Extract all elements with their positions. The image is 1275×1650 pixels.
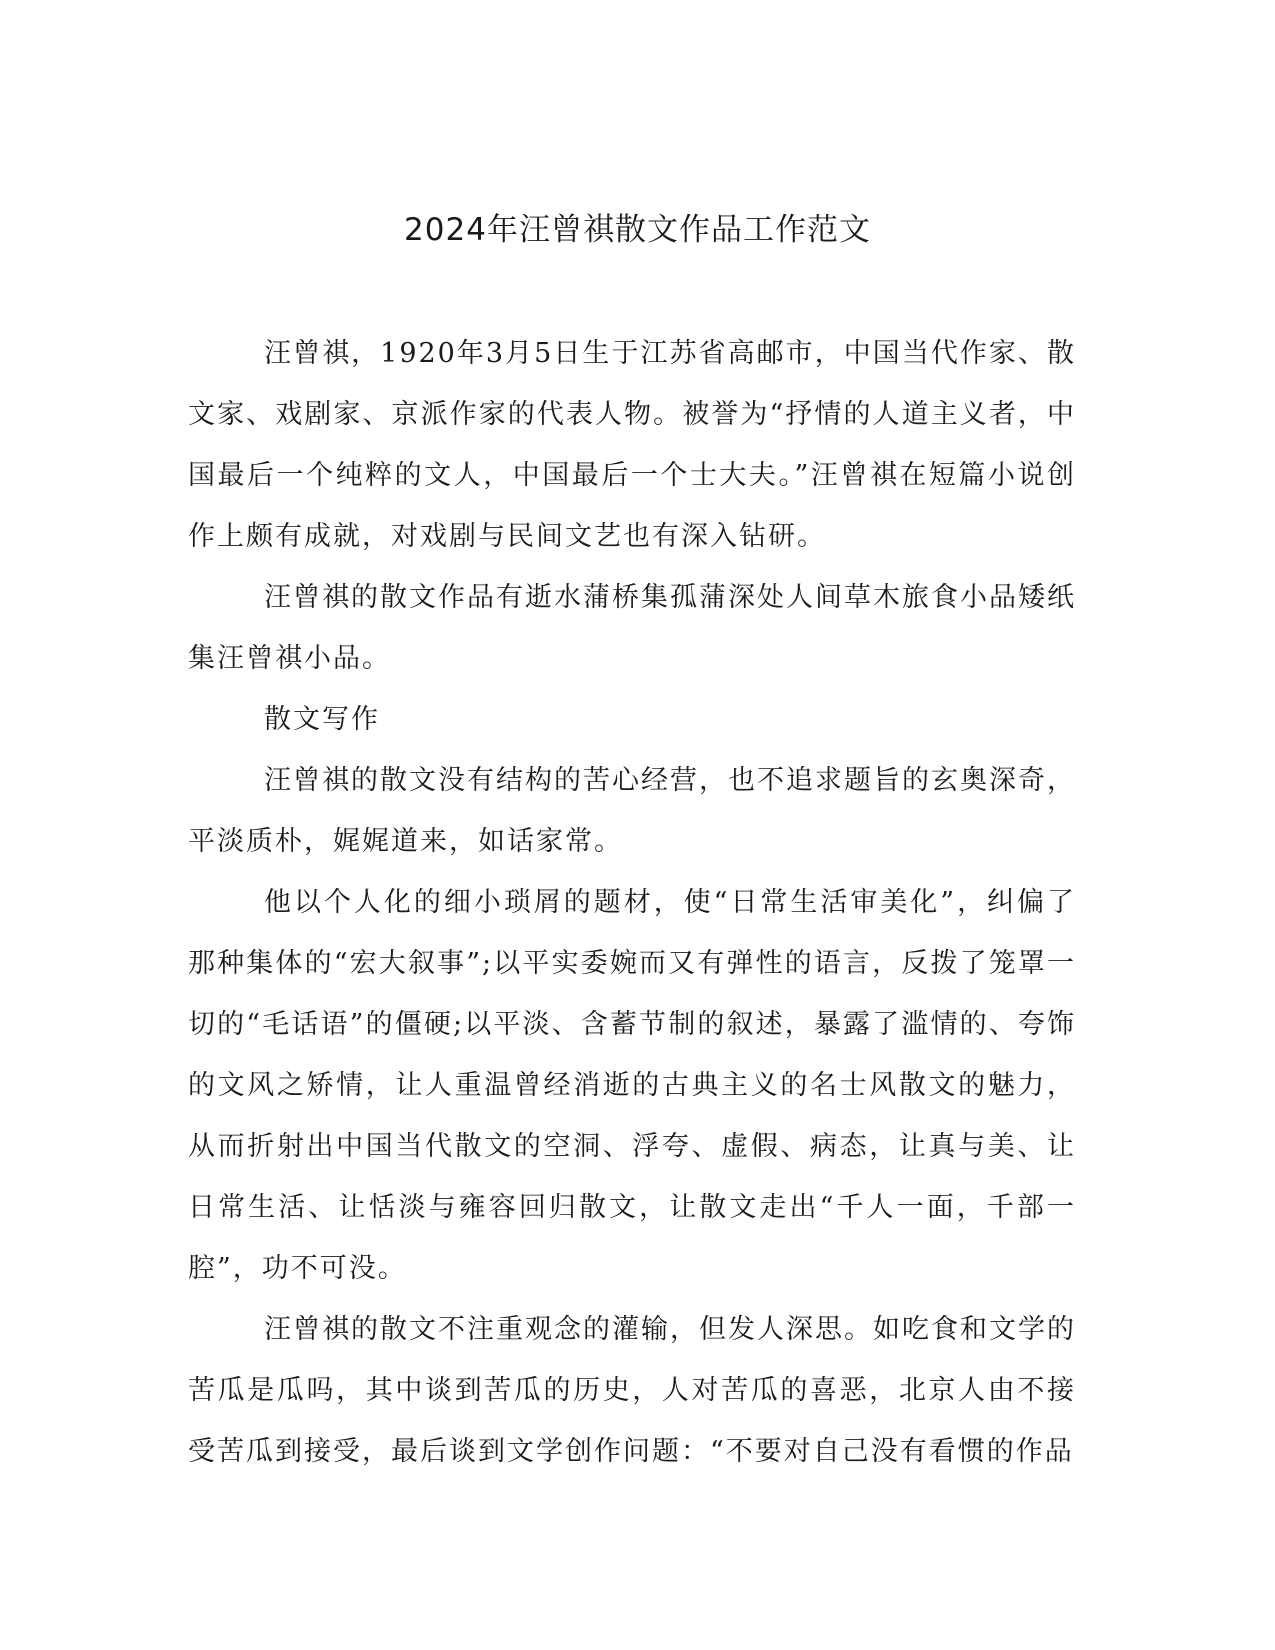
document-title: 2024年汪曾祺散文作品工作范文 (404, 212, 871, 248)
paragraph-style: 汪曾祺的散文没有结构的苦心经营，也不追求题旨的玄奥深奇，平淡质朴，娓娓道来，如话家常。 (188, 765, 1076, 857)
document-body (188, 323, 1076, 1482)
paragraph-intro: 汪曾祺，1920年3月5日生于江苏省高邮市，中国当代作家、散文家、戏剧家、京派作家的代表人物。被誉为“抒情的人道主义者，中国最后一个纯粹的文人，中国最后一个士大夫。”汪曾祺在短篇小说创作上颇有成就，对戏剧与民间文艺也有深入钻研。 (188, 338, 1076, 552)
paragraph-bitter-melon: 汪曾祺的散文不注重观念的灌输，但发人深思。如吃食和文学的苦瓜是瓜吗，其中谈到苦瓜的历史，人对苦瓜的喜恶，北京人由不接受苦瓜到接受，最后谈到文学创作问题：“不要对自己没有看惯的作品 (188, 1314, 1076, 1467)
paragraph-significance: 他以个人化的细小琐屑的题材，使“日常生活审美化”，纠偏了那种集体的“宏大叙事”;以平实委婉而又有弹性的语言，反拨了笼罩一切的“毛话语”的僵硬;以平淡、含蓄节制的叙述，暴露了滥情的、夸饰的文风之矫情，让人重温曾经消逝的古典主义的名士风散文的魅力，从而折射出中国当代散文的空洞、浮夸、虚假、病态，让真与美、让日常生活、让恬淡与雍容回归散文，让散文走出“千人一面，千部一腔”，功不可没。 (188, 887, 1076, 1284)
paragraph-works: 汪曾祺的散文作品有逝水蒲桥集孤蒲深处人间草木旅食小品矮纸集汪曾祺小品。 (188, 582, 1076, 674)
section-heading-prose-writing: 散文写作 (264, 704, 380, 735)
